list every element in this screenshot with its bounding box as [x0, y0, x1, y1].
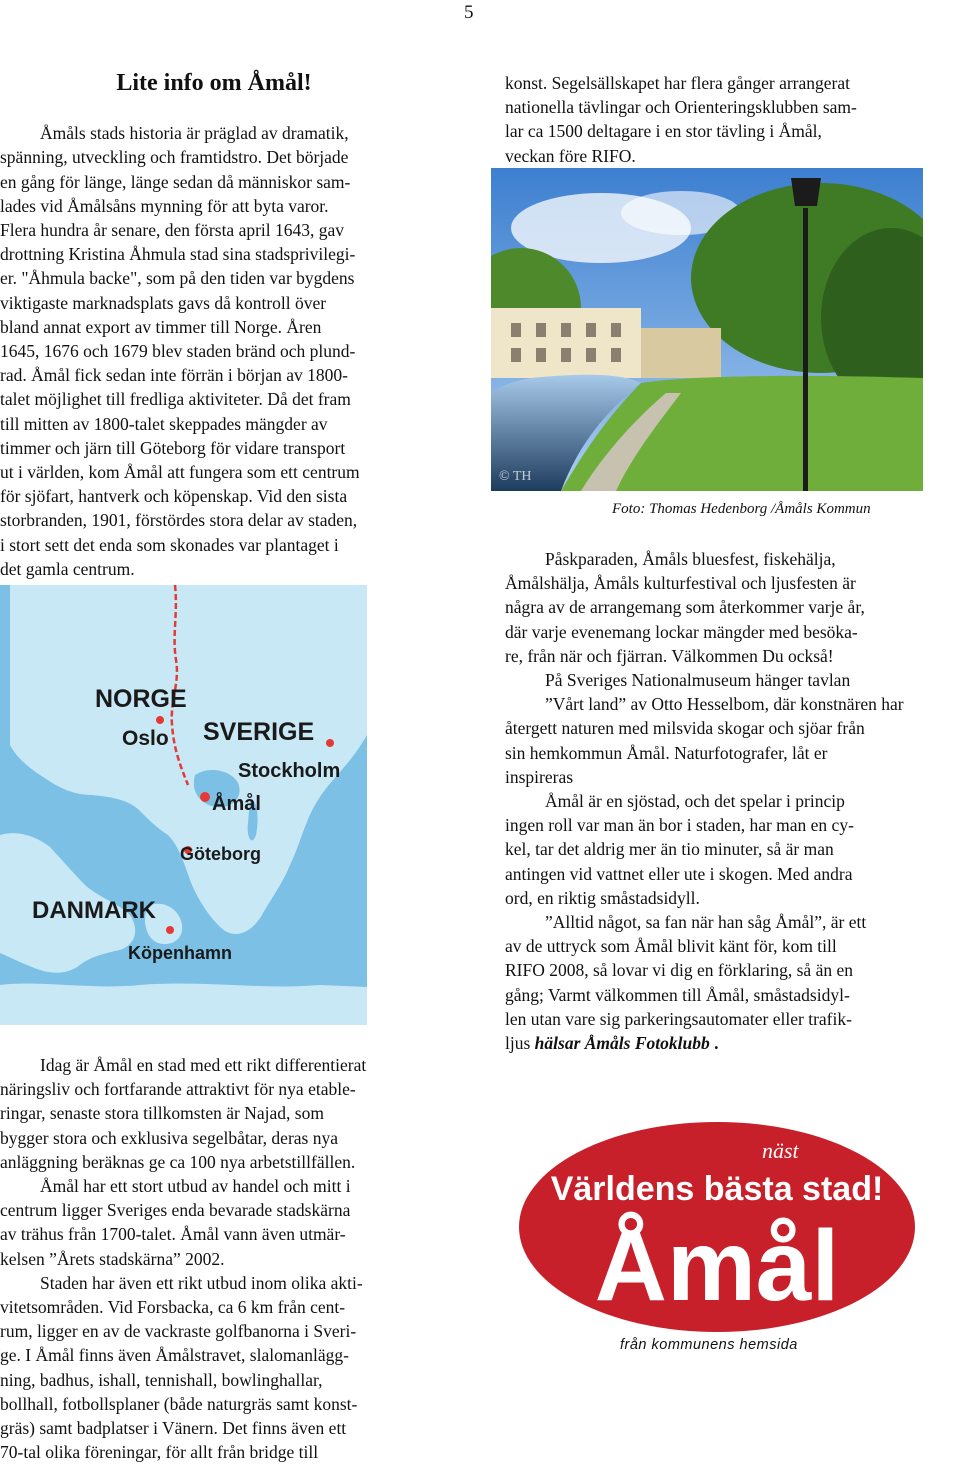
business-paragraph: [0, 1053, 428, 1464]
text-line: Åmål är en sjöstad, och det spelar i princip: [545, 791, 845, 812]
canal-photo: [491, 168, 923, 491]
logo-small-text: näst: [762, 1138, 799, 1163]
text-line: Åmålshälja, Åmåls kulturfestival och ljusfesten är: [505, 573, 856, 594]
text-line: 70-tal olika föreningar, för allt från bridge till: [0, 1442, 319, 1463]
map-label-amal: Åmål: [212, 793, 261, 815]
map-label-norge: NORGE: [95, 685, 187, 713]
text-line: rad. Åmål fick sedan inte förrän i början av 1800-: [0, 365, 348, 386]
map-label-goteborg: Göteborg: [180, 844, 261, 864]
photo-lamp-head: [791, 178, 821, 206]
text-line: Idag är Åmål en stad med ett rikt differentierat: [40, 1055, 367, 1075]
text-line: kelsen ”Årets stadskärna” 2002.: [0, 1248, 225, 1269]
text-line: Påskparaden, Åmåls bluesfest, fiskehälja,: [545, 549, 836, 569]
signature-text: hälsar Åmåls Fotoklubb: [534, 1033, 710, 1054]
clubs-paragraph: [505, 71, 927, 168]
text-line: er. "Åhmula backe", som på den tiden var bygdens: [0, 268, 355, 289]
logo-name: Åmål: [594, 1210, 840, 1322]
text-line: storbranden, 1901, förstördes stora delar av staden,: [0, 510, 358, 531]
page-title: Lite info om Åmål!: [116, 70, 312, 96]
text-line: ringar, senaste stora tillkomsten är Najad, som: [0, 1103, 324, 1124]
text-line: ge. I Åmål finns även Åmålstravet, slalomanlägg-: [0, 1345, 349, 1366]
text-line: ingen roll var man än bor i staden, har man en cy-: [505, 815, 854, 836]
map-label-sverige: SVERIGE: [203, 718, 315, 746]
logo-slogan: Världens bästa stad!: [550, 1170, 884, 1208]
text-line: bollhall, fotbollsplaner (både naturgräs samt konst-: [0, 1393, 358, 1414]
text-line: re, från när och fjärran. Välkommen Du också!: [505, 645, 834, 666]
text-line: vitetsområden. Vid Forsbacka, ca 6 km från cent-: [0, 1297, 346, 1318]
text-line: bland annat export av timmer till Norge. Åren: [0, 316, 322, 337]
map-label-kopenhamn: Köpenhamn: [128, 943, 233, 963]
text-line: det gamla centrum.: [0, 558, 135, 579]
text-line: nationella tävlingar och Orienteringsklubben sam-: [505, 97, 857, 118]
text-line: ord, en riktig småstadsidyll.: [505, 887, 700, 908]
map-label-stockholm: Stockholm: [238, 760, 341, 782]
signature-suffix: .: [709, 1033, 719, 1054]
text-line: till mitten av 1800-talet skeppades mängder av: [0, 413, 328, 434]
text-line: lades vid Åmålsåns mynning för att byta varor.: [0, 195, 329, 216]
map-germany-land: [0, 984, 367, 1025]
text-line: centrum ligger Sveriges enda bevarade stadskärna: [0, 1200, 351, 1221]
history-paragraph: [0, 121, 428, 581]
text-line: gång; Varmt välkommen till Åmål, småstadsidyl-: [505, 984, 850, 1005]
signature-line: [505, 1031, 927, 1055]
text-line: ut i världen, kom Åmål att fungera som ett centrum: [0, 462, 360, 483]
text-line: sin hemkommun Åmål. Naturfotografer, låt er: [505, 742, 828, 763]
text-line: av de uttryck som Åmål blivit känt för, kom till: [505, 936, 837, 957]
text-line: veckan före RIFO.: [505, 145, 636, 166]
text-line: några av de arrangemang som återkommer varje år,: [505, 597, 865, 618]
text-line: Flera hundra år senare, den första april 1643, gav: [0, 220, 345, 241]
text-line: gräs) samt badplatser i Vänern. Det finns även ett: [0, 1418, 347, 1439]
map-city-oslo: [156, 716, 164, 724]
map-label-oslo: Oslo: [122, 727, 169, 750]
text-line: inspireras: [505, 766, 574, 787]
text-line: bygger stora och exklusiva segelbåtar, deras nya: [0, 1127, 338, 1148]
text-line: len utan vare sig parkeringsautomater eller trafik-: [505, 1008, 852, 1029]
text-line: RIFO 2008, så lovar vi dig en förklaring, så än en: [505, 960, 853, 981]
text-line: På Sveriges Nationalmuseum hänger tavlan: [545, 670, 851, 691]
text-line: där varje evenemang lockar mängder med besöka-: [505, 621, 858, 642]
page-number: 5: [464, 2, 474, 23]
text-line: spänning, utveckling och framtidstro. Det började: [0, 147, 349, 168]
text-line: antingen vid vattnet eller ute i skogen. Med andra: [505, 863, 853, 884]
left-column-bottom: [0, 1053, 428, 1464]
text-line: viktigaste marknadsplats gavs då kontroll över: [0, 292, 327, 313]
text-line: återgett naturen med milsvida skogar och sjöar från: [505, 718, 865, 739]
left-column-top: [0, 71, 428, 581]
photo-watermark: © TH: [499, 469, 532, 484]
text-line: rum, ligger en av de vackraste golfbanorna i Sveri-: [0, 1321, 357, 1342]
map-city-kopenhamn: [166, 926, 174, 934]
map-image: [0, 585, 367, 1025]
right-column-middle: [505, 547, 927, 1055]
text-line: ”Vårt land” av Otto Hesselbom, där konstnären har: [545, 694, 904, 715]
map-label-danmark: DANMARK: [32, 897, 156, 924]
right-column-top: [505, 71, 927, 168]
text-line: Staden har även ett rikt utbud inom olika akti-: [40, 1272, 363, 1293]
photo-lamp-post: [803, 208, 808, 491]
text-line: Åmål har ett stort utbud av handel och mitt i: [40, 1176, 351, 1197]
photo-caption: Foto: Thomas Hedenborg /Åmåls Kommun: [612, 501, 871, 517]
map-city-amal: [200, 792, 210, 802]
text-line: Åmåls stads historia är präglad av dramatik,: [40, 123, 349, 144]
text-line: anläggning beräknas ge ca 100 nya arbetstillfällen.: [0, 1151, 356, 1172]
photo-building: [491, 308, 641, 378]
text-line: drottning Kristina Åhmula stad sina stadsprivilegi-: [0, 244, 356, 265]
text-line: kel, tar det aldrig mer än tio minuter, så är man: [505, 839, 834, 860]
events-paragraph: [505, 547, 927, 1031]
signature-prefix: ljus: [505, 1033, 535, 1054]
amal-logo: [517, 1120, 917, 1335]
logo-caption: från kommunens hemsida: [620, 1337, 798, 1353]
text-line: av trähus från 1700-talet. Åmål vann även utmär-: [0, 1224, 346, 1245]
text-line: för sjöfart, hantverk och köpenskap. Vid den sista: [0, 486, 348, 507]
text-line: ning, badhus, ishall, tennishall, bowlinghallar,: [0, 1369, 323, 1390]
photo-building: [641, 328, 721, 378]
text-line: timmer och järn till Göteborg för vidare transport: [0, 437, 346, 458]
text-line: ”Alltid något, sa fan när han såg Åmål”, är ett: [545, 912, 867, 933]
text-line: konst. Segelsällskapet har flera gånger arrangerat: [505, 73, 850, 93]
text-line: en gång för länge, länge sedan då människor sam-: [0, 171, 351, 192]
text-line: i stort sett det enda som skonades var plantaget i: [0, 534, 339, 555]
text-line: 1645, 1676 och 1679 blev staden bränd och plund-: [0, 341, 356, 362]
map-city-stockholm: [326, 739, 334, 747]
text-line: näringsliv och fortfarande attraktivt för nya etable-: [0, 1079, 356, 1100]
text-line: talet möjlighet till fredliga aktiviteter. Då det fram: [0, 389, 351, 410]
text-line: lar ca 1500 deltagare i en stor tävling i Åmål,: [505, 121, 822, 142]
